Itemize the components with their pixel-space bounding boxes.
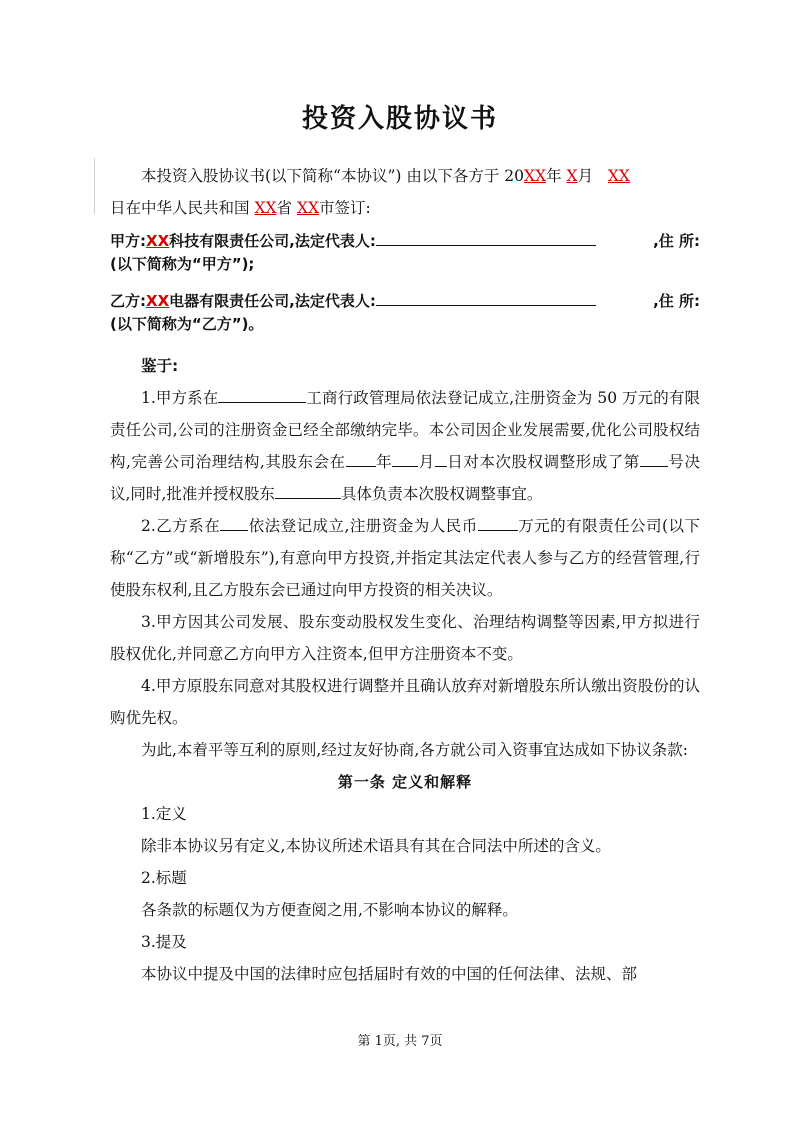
item-1-text: 1.甲方系在: [141, 389, 219, 407]
party-a-name: 科技有限责任公司,法定代表人:: [169, 232, 376, 250]
document-title: 投资入股协议书: [301, 104, 498, 134]
margin-marker: [94, 158, 95, 214]
item-1-text: 月: [418, 453, 435, 471]
party-b-name-placeholder: XX: [146, 292, 170, 310]
heading-clause-text: 各条款的标题仅为方便查阅之用,不影响本协议的解释。: [141, 901, 518, 919]
item-1-text: 工商行政管理局依法登记成立,注册资金为 50 万元的有限责任公司,公司的注册资金已经全部缴纳完毕。本公司因企业发展需要,优化公司股权结构,完善公司治理结构,其股东会在: [110, 389, 700, 471]
party-b: [110, 290, 700, 336]
item-2-text: 万元的有限责任公司(以下称“乙方”或“新增股东”),有意向甲方投资,并指定其法定代表人参与乙方的经营管理,行使股东权利,且乙方股东会已通过向甲方投资的相关决议。: [110, 517, 700, 599]
item-2-text: 依法登记成立,注册资金为人民币: [248, 517, 478, 535]
intro-text: 年: [546, 167, 567, 185]
party-a-prefix: 甲方:: [110, 232, 146, 250]
blank-year[interactable]: [346, 451, 376, 467]
blank-capital[interactable]: [478, 515, 518, 531]
party-a-address-label: ,住 所:: [653, 232, 700, 250]
item-1: [110, 382, 700, 510]
party-b-address-label: ,住 所:: [653, 292, 700, 310]
party-b-name: 电器有限责任公司,法定代表人:: [169, 292, 376, 310]
reference-text: 本协议中提及中国的法律时应包括届时有效的中国的任何法律、法规、部: [141, 965, 638, 983]
blank-shareholder[interactable]: [275, 483, 341, 499]
item-1-text: 具体负责本次股权调整事宜。: [340, 485, 543, 503]
party-a: [110, 230, 700, 276]
intro-paragraph: [110, 160, 700, 224]
page-footer: 第 1页, 共 7页: [357, 1034, 443, 1049]
intro-text: 月: [577, 167, 599, 185]
blank-month[interactable]: [392, 451, 418, 467]
item-1-text: 年: [375, 453, 393, 471]
article-1-heading: 第一条 定义和解释: [337, 773, 473, 791]
month-placeholder: X: [566, 167, 578, 185]
year-placeholder: XX: [524, 167, 547, 185]
definition-title: 1.定义: [141, 805, 187, 823]
item-2: [110, 510, 700, 606]
blank-registration-place[interactable]: [220, 515, 248, 531]
blank-day[interactable]: [435, 451, 447, 467]
heading-clause-title: 2.标题: [141, 869, 187, 887]
intro-text: 省: [276, 199, 297, 217]
blank-bureau[interactable]: [218, 387, 306, 403]
item-1-text: 日对本次股权调整形成了第: [446, 453, 640, 471]
conclusion-paragraph: 为此,本着平等互利的原则,经过友好协商,各方就公司入资事宜达成如下协议条款:: [141, 741, 689, 759]
intro-text: 市签订:: [319, 199, 371, 217]
party-a-representative-blank[interactable]: [376, 230, 596, 246]
party-b-representative-blank[interactable]: [376, 290, 596, 306]
item-3: 3.甲方因其公司发展、股东变动股权发生变化、治理结构调整等因素,甲方拟进行股权优化,并同意乙方向甲方入注资本,但甲方注册资本不变。: [110, 613, 700, 663]
reference-title: 3.提及: [141, 933, 187, 951]
item-2-text: 2.乙方系在: [141, 517, 221, 535]
whereas-label: 鉴于:: [141, 357, 179, 375]
definition-text: 除非本协议另有定义,本协议所述术语具有其在合同法中所述的含义。: [141, 837, 611, 855]
item-4: 4.甲方原股东同意对其股权进行调整并且确认放弃对新增股东所认缴出资股份的认购优先权。: [110, 677, 700, 727]
item-1-text: 号决议,同时,批准并授权股东: [110, 453, 700, 503]
province-placeholder: XX: [254, 199, 277, 217]
party-b-alias: (以下简称为“乙方”)。: [110, 315, 264, 333]
party-a-name-placeholder: XX: [146, 232, 170, 250]
day-placeholder: XX: [607, 167, 630, 185]
blank-resolution-number[interactable]: [640, 451, 668, 467]
party-b-prefix: 乙方:: [110, 292, 146, 310]
document-body: [110, 160, 700, 990]
party-a-alias: (以下简称为“甲方”);: [110, 255, 255, 273]
intro-text: 日在中华人民共和国: [110, 199, 255, 217]
city-placeholder: XX: [296, 199, 320, 217]
intro-text: 本投资入股协议书(以下简称“本协议”) 由以下各方于 20: [141, 167, 525, 185]
